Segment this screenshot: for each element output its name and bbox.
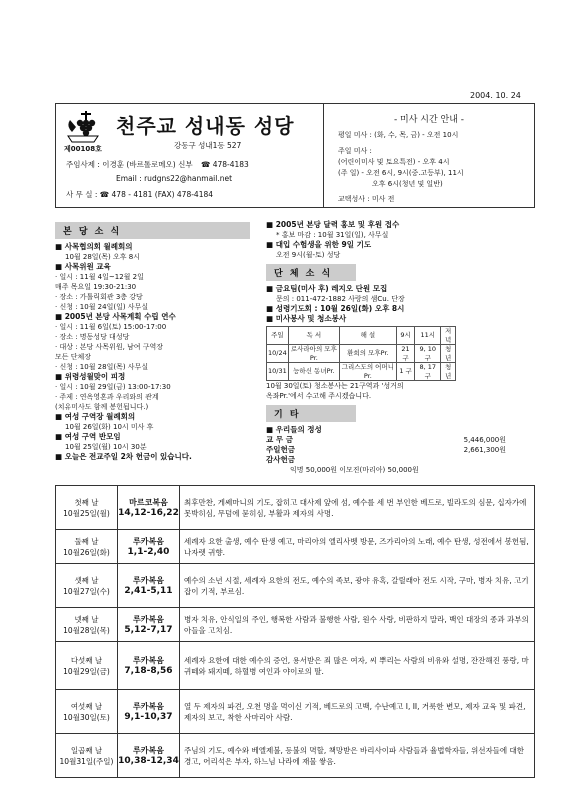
news-item: · 일시 : 10월 29일(금) 13:00-17:30: [55, 383, 171, 391]
bible-reading-table: [55, 485, 535, 778]
reading-desc: 최후만찬, 게쎄마니의 기도, 잡히고 대사제 앞에 섬, 예수를 세 번 부인한 베드로, 빌라도의 심문, 십자가에 못박히심, 무덤에 묻히심, 부활과 제자의 사명.: [180, 486, 535, 530]
service-header-cell: 해 설: [340, 327, 397, 345]
reading-day-cell: [56, 642, 118, 690]
service-cell: 10/24: [267, 345, 289, 363]
reading-desc: 병자 치유, 안식일의 주인, 행복한 사람과 불행한 사람, 원수 사랑, 비판하지 말라, 백인 대장의 종과 과부의 아들을 고치심.: [180, 608, 535, 642]
news-item: · 장소 : 명동성당 대성당: [55, 333, 130, 341]
offering-row: [266, 455, 506, 465]
reading-row: [56, 564, 535, 608]
reading-date: 10월30일(토): [63, 712, 110, 722]
news-item: 10월 28일(목) 오후 8시: [65, 253, 140, 261]
church-address: 강동구 성내1동 527: [174, 141, 242, 150]
reading-ref-cell: [118, 690, 180, 734]
church-title: 천주교 성내동 성당: [116, 114, 295, 138]
service-header-cell: 주일: [267, 327, 289, 345]
reading-book: 루카복음: [133, 701, 164, 711]
service-table-header: [267, 327, 456, 345]
service-cell: 8, 17 구: [415, 363, 441, 381]
priest-name: 주임사제 : 이경훈 (바르톨로메오) 신부: [66, 160, 193, 169]
reading-date: 10월27일(수): [63, 586, 110, 596]
parish-news-section: [55, 222, 250, 462]
reading-day: 둘째 날: [74, 536, 99, 546]
news-item: · 신청 : 10월 28일(목) 사무실: [55, 363, 149, 371]
group-item: ■ 미사봉사 및 청소봉사: [266, 314, 536, 324]
news-item: 10월 25일(월) 10시 30분: [65, 443, 147, 451]
offering-label: 교 무 금: [266, 435, 293, 444]
reading-ref: 14,12-16,22: [118, 507, 179, 518]
office-contact: 사 무 실 : ☎ 478 - 4181 (FAX) 478-4184: [66, 190, 214, 199]
reading-ref-cell: [118, 734, 180, 778]
mass-schedule: [324, 104, 534, 207]
mass-line: 교택성사 : 미사 전: [338, 195, 395, 203]
bulletin-date: 2004. 10. 24: [470, 91, 521, 100]
offering-label: 감사헌금: [266, 455, 295, 464]
reading-day: 일곱째 날: [70, 745, 103, 755]
reading-row: [56, 486, 535, 530]
priest-info: [66, 159, 249, 170]
service-cell: 환희의 모후Pr.: [340, 345, 397, 363]
header-left: [56, 104, 324, 207]
reading-ref: 7,18-8,56: [124, 665, 173, 676]
service-header-cell: 독 서: [288, 327, 339, 345]
header-box: [55, 103, 535, 208]
reading-date: 10월25일(월): [63, 508, 110, 518]
news-item: 매주 목요일 19:30-21:30: [55, 283, 137, 291]
service-cell: 21 구: [396, 345, 415, 363]
issue-number: 제00108호: [64, 145, 102, 153]
group-news-list: [266, 284, 536, 324]
news-item: · 신청 : 10월 24일(일) 사무실: [55, 303, 149, 311]
email-address[interactable]: Email : rudgns22@hanmail.net: [116, 174, 233, 183]
reading-row: [56, 608, 535, 642]
group-item: ■ 금요팀(미사 후) 레지오 단원 모집: [266, 284, 536, 294]
news-item: ■ 사목협의회 월례회의: [55, 242, 250, 252]
right-item: ■ 대입 수험생을 위한 9일 기도: [266, 240, 536, 250]
group-item: 문의 : 011-472-1882 사랑의 샘Cu. 단장: [276, 295, 405, 303]
reading-day-cell: [56, 530, 118, 564]
service-cell: 10/31: [267, 363, 289, 381]
news-item: · 일시 : 11월 6일(토) 15:00-17:00: [55, 323, 167, 331]
news-item: ■ 사목위원 교육: [55, 262, 250, 272]
reading-book: 루카복음: [133, 575, 164, 585]
news-item: ■ 여성 구역장 월례회의: [55, 412, 250, 422]
reading-ref: 9,1-10,37: [124, 711, 173, 722]
reading-day: 다섯째 날: [70, 655, 103, 665]
service-table-row: [267, 345, 456, 363]
reading-desc: 예수의 소년 시절, 세례자 요한의 전도, 예수의 족보, 광야 유혹, 갈릴래아 전도 시작, 구마, 병자 치유, 고기잡이 기적, 부르심.: [180, 564, 535, 608]
reading-ref-cell: [118, 564, 180, 608]
reading-day: 넷째 날: [74, 614, 99, 624]
news-item: ■ 위령성월맞이 피정: [55, 372, 250, 382]
reading-date: 10월29일(금): [63, 666, 110, 676]
reading-ref: 1,1-2,40: [127, 546, 170, 557]
mass-schedule-title: - 미사 시간 안내 -: [393, 115, 465, 125]
reading-day: 첫째 날: [74, 497, 99, 507]
reading-book: 마르코복음: [129, 497, 168, 507]
reading-row: [56, 642, 535, 690]
service-cell: 청년: [441, 345, 456, 363]
reading-book: 루카복음: [133, 536, 164, 546]
news-item: · 대상 : 본당 사목위원, 남여 구역장: [55, 343, 164, 351]
service-cell: 9, 10 구: [415, 345, 441, 363]
reading-ref: 10,38-12,34: [118, 755, 179, 766]
reading-desc: 주님의 기도, 예수와 베엘제불, 등불의 멱할, 책망받은 바리사이파 사람들과 율법학자들, 위선자들에 대한 경고, 어리석은 부자, 하느님 나라에 재물 쌓음.: [180, 734, 535, 778]
reading-ref: 5,12-7,17: [124, 624, 173, 635]
right-item: * 홍보 마감 : 10월 31일(일), 사무실: [276, 231, 389, 239]
group-item: ■ 성령기도회 : 10월 26일(화) 오후 8시: [266, 304, 536, 314]
mass-line: 평일 미사 : (화, 수, 목, 금) - 오전 10시: [338, 131, 459, 139]
offerings-list: [266, 435, 536, 475]
service-header-cell: 11시: [415, 327, 441, 345]
news-item: ■ 여성 구역 반모임: [55, 432, 250, 442]
news-item: · 주제 : 연옥영혼과 우리와의 관계: [55, 393, 159, 401]
service-table-row: [267, 363, 456, 381]
service-header-cell: 9시: [396, 327, 415, 345]
news-item: ■ 오늘은 전교주일 2차 헌금이 있습니다.: [55, 452, 250, 462]
offerings-title: ■ 우리들의 정성: [266, 425, 536, 435]
service-cell: 로사라아의 모후Pr.: [288, 345, 339, 363]
service-schedule-table: [266, 326, 456, 381]
offering-row: [266, 435, 506, 445]
group-news-heading: 단 체 소 식: [266, 264, 356, 281]
news-item: 모든 단체장: [55, 353, 92, 361]
reading-desc: 세례자 요한에 대한 예수의 증언, 용서받은 죄 많은 여자, 씨 뿌리는 사람의 비유와 설명, 잔잔해진 풍랑, 마귀떼와 돼지떼, 하혈병 여인과 야이로의 딸.: [180, 642, 535, 690]
service-cell: 청년: [441, 363, 456, 381]
reading-desc: 세례자 요한 출생, 예수 탄생 예고, 마리아의 엘리사벳 방문, 즈가리아의 노래, 예수 탄생, 성전에서 봉헌됨, 나자렛 귀향.: [180, 530, 535, 564]
reading-ref-cell: [118, 642, 180, 690]
news-item: 10월 26일(화) 10시 미사 후: [65, 423, 154, 431]
reading-book: 루카복음: [133, 745, 164, 755]
parish-news-heading: 본 당 소 식: [55, 222, 250, 239]
service-cell: 그리스도의 어머니Pr.: [340, 363, 397, 381]
reading-ref-cell: [118, 608, 180, 642]
grape-cross-logo-icon: [64, 110, 104, 144]
reading-day: 여섯째 날: [70, 701, 103, 711]
news-item: (치유미사도 함께 봉헌됩니다.): [55, 403, 149, 411]
reading-row: [56, 734, 535, 778]
offering-value: 5,446,000원: [463, 436, 506, 444]
offering-row: [266, 445, 506, 455]
offering-value: 2,661,300원: [463, 446, 506, 454]
thanks-offering: 익명 50,000원 이모진(마리아) 50,000원: [290, 466, 419, 474]
reading-ref-cell: [118, 530, 180, 564]
right-item: ■ 2005년 본당 달력 홍보 및 후원 접수: [266, 220, 536, 230]
reading-date: 10월26일(화): [63, 547, 110, 557]
service-note: 10월 30일(토) 청소봉사는 21구역과 '성거의: [266, 382, 404, 390]
mass-line: 주일 미사 :: [338, 147, 372, 155]
reading-desc: 열 두 제자의 파견, 오천 명을 먹이신 기적, 베드로의 고백, 수난예고 I, II, 거룩한 변모, 제자 교육 및 파견, 제자의 보고, 착한 사마리아 사람.: [180, 690, 535, 734]
reading-book: 루카복음: [133, 655, 164, 665]
reading-day-cell: [56, 608, 118, 642]
news-item: · 일시 : 11월 4일~12월 2일: [55, 273, 144, 281]
reading-date: 10월28일(목): [63, 625, 110, 635]
reading-day-cell: [56, 486, 118, 530]
news-item: · 장소 : 가톨릭회관 3층 강당: [55, 293, 143, 301]
service-cell: 능하신 동녀Pr.: [288, 363, 339, 381]
reading-ref-cell: [118, 486, 180, 530]
reading-day-cell: [56, 690, 118, 734]
parish-news-list: [55, 242, 250, 462]
service-note: 옥좌Pr.'에서 수고해 주시겠습니다.: [266, 392, 372, 400]
reading-day-cell: [56, 734, 118, 778]
reading-date: 10월31일(주일): [59, 756, 114, 766]
reading-day-cell: [56, 564, 118, 608]
mass-line: (어린이미사 및 토요특전) - 오후 4시: [338, 158, 450, 166]
offering-label: 주일헌금: [266, 445, 295, 454]
service-header-cell: 저녁: [441, 327, 456, 345]
reading-book: 루카복음: [133, 614, 164, 624]
reading-day: 셋째 날: [74, 575, 99, 585]
reading-row: [56, 530, 535, 564]
mass-line: (주 일) - 오전 6시, 9시(중.고등부), 11시: [338, 169, 464, 177]
etc-heading: 기 타: [266, 405, 356, 422]
right-column: [266, 220, 536, 475]
mass-line: 오후 6시(청년 및 일반): [372, 180, 443, 188]
service-cell: 1 구: [396, 363, 415, 381]
news-item: ■ 2005년 본당 사목계획 수립 연수: [55, 312, 250, 322]
priest-phone: ☎ 478-4183: [200, 160, 249, 169]
reading-row: [56, 690, 535, 734]
right-item: 오전 9시(월-토) 성당: [276, 251, 341, 259]
reading-ref: 2,41-5,11: [124, 585, 173, 596]
